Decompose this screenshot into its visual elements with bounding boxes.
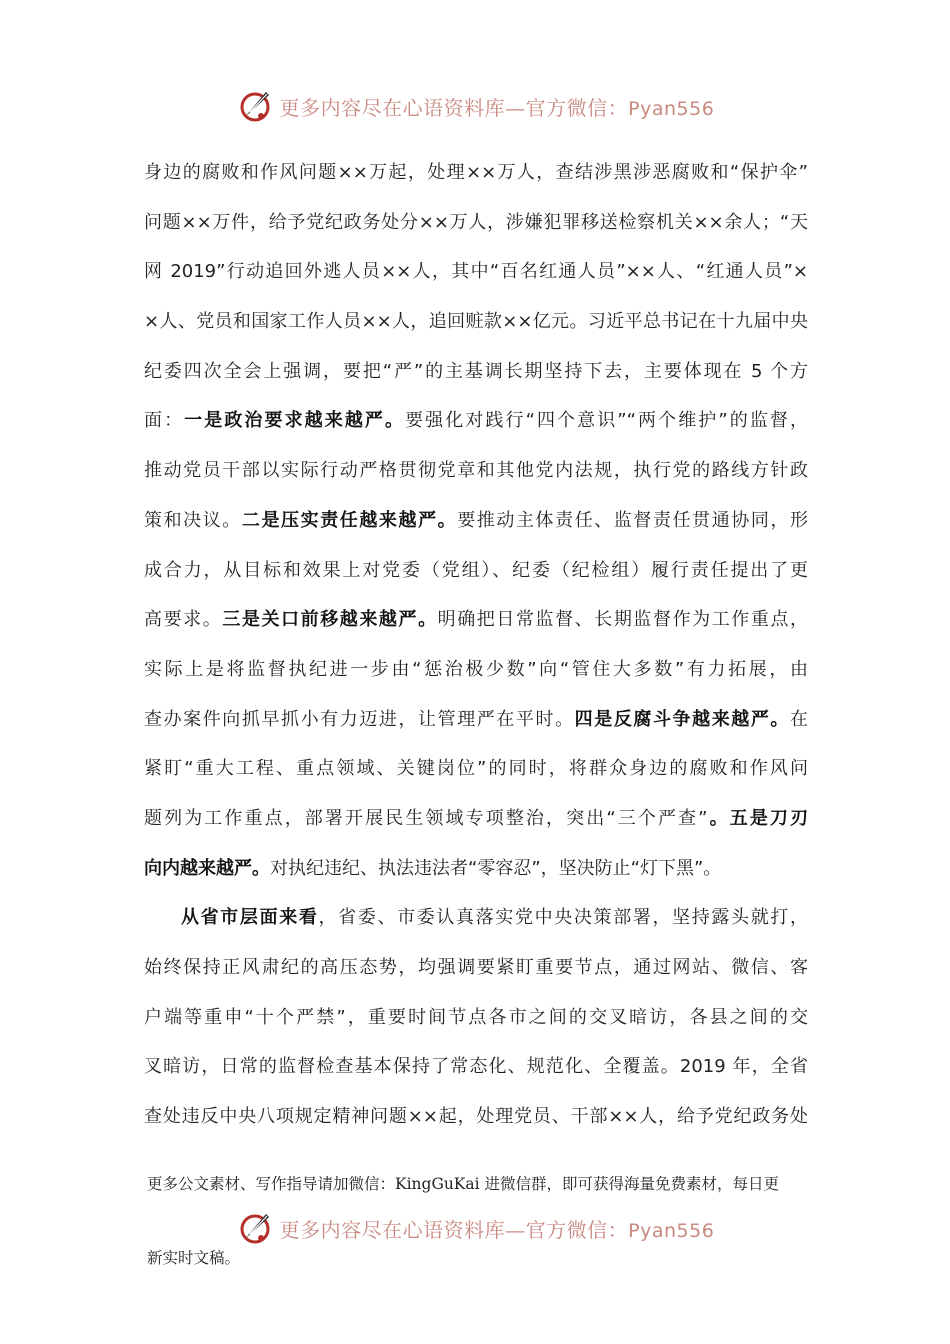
text-segment: 在 (790, 708, 809, 730)
text-line (144, 794, 808, 844)
text-segment: 要推动主体责任、监督责任贯通协同，形 (457, 509, 809, 531)
text-line (144, 943, 808, 993)
bold-text: 向内越来越严。 (144, 857, 270, 879)
watermark-banner-top (0, 84, 950, 128)
text-line (144, 396, 808, 446)
text-line (144, 1042, 808, 1092)
text-segment: 纪委四次全会上强调，要把“严”的主基调长期坚持下去，主要体现在 5 个方 (144, 360, 808, 382)
text-line (144, 148, 808, 198)
text-line (144, 496, 808, 546)
text-segment: 推动党员干部以实际行动严格贯彻党章和其他党内法规，执行党的路线方针政 (144, 460, 808, 482)
quill-logo-icon (236, 86, 276, 126)
text-segment: ×人、党员和国家工作人员××人，追回赃款××亿元。习近平总书记在十九届中央 (144, 311, 808, 333)
bold-text: 。五是刀刃 (707, 807, 809, 829)
text-segment: 叉暗访，日常的监督检查基本保持了常态化、规范化、全覆盖。2019 年，全省 (144, 1056, 808, 1078)
text-segment: 成合力，从目标和效果上对党委（党组）、纪委（纪检组）履行责任提出了更 (144, 559, 808, 581)
text-line (144, 1092, 808, 1142)
document-body (144, 148, 808, 1142)
watermark-banner-bottom (0, 1206, 950, 1250)
bold-text: 四是反腐斗争越来越严。 (574, 708, 791, 730)
text-line (144, 695, 808, 745)
text-segment: 始终保持正风肃纪的高压态势，均强调要紧盯重要节点，通过网站、微信、客 (144, 957, 808, 978)
text-segment: 紧盯“重大工程、重点领域、关键岗位”的同时，将群众身边的腐败和作风问 (144, 758, 808, 780)
text-segment: 策和决议。 (144, 509, 242, 531)
text-segment: 要强化对践行“四个意识”“两个维护”的监督， (405, 410, 809, 432)
watermark-text: 更多内容尽在心语资料库—官方微信：Pyan556 (279, 95, 715, 120)
footer-line-2: 新实时文稿。 (147, 1249, 241, 1267)
text-segment: 面： (144, 410, 185, 432)
text-line (144, 844, 808, 894)
text-line (144, 347, 808, 397)
bold-text: 二是压实责任越来越严。 (241, 509, 458, 531)
text-segment: 户端等重申“十个严禁”，重要时间节点各市之间的交叉暗访，各县之间的交 (144, 1006, 808, 1028)
watermark-text: 更多内容尽在心语资料库—官方微信：Pyan556 (279, 1217, 715, 1242)
text-segment: 查处违反中央八项规定精神问题××起，处理党员、干部××人，给予党纪政务处 (144, 1106, 808, 1128)
text-segment: ，省委、市委认真落实党中央决策部署，坚持露头就打， (318, 907, 808, 929)
text-line (144, 247, 808, 297)
text-line (144, 744, 808, 794)
text-line (144, 546, 808, 596)
text-line (144, 993, 808, 1043)
text-segment: 题列为工作重点，部署开展民生领域专项整治，突出“三个严查” (144, 807, 708, 829)
quill-logo-icon (236, 1208, 276, 1248)
text-segment: 网 2019”行动追回外逃人员××人，其中“百名红通人员”××人、“红通人员”× (144, 261, 808, 283)
bold-text: 从省市层面来看 (181, 907, 319, 929)
bold-text: 一是政治要求越来越严。 (184, 410, 406, 432)
text-segment: 问题××万件，给予党纪政务处分××万人，涉嫌犯罪移送检察机关××余人；“天 (144, 211, 808, 233)
text-segment: 对执纪违纪、执法违法者“零容忍”，坚决防止“灯下黑”。 (270, 857, 722, 879)
text-line (144, 893, 808, 943)
text-line (144, 595, 808, 645)
text-line (144, 645, 808, 695)
text-segment: 明确把日常监督、长期监督作为工作重点， (437, 609, 809, 631)
text-line (144, 297, 808, 347)
text-segment: 身边的腐败和作风问题××万起，处理××万人，查结涉黑涉恶腐败和“保护伞” (144, 162, 808, 183)
text-segment: 查办案件向抓早抓小有力迈进，让管理严在平时。 (144, 708, 575, 730)
text-line (144, 446, 808, 496)
footer-line-1: 更多公文素材、写作指导请加微信：KingGuKai 进微信群，即可获得海量免费素材，每日更 (147, 1175, 780, 1193)
text-segment: 高要求。 (144, 609, 223, 631)
text-line (144, 198, 808, 248)
text-segment: 实际上是将监督执纪进一步由“惩治极少数”向“管住大多数”有力拓展，由 (144, 658, 808, 680)
bold-text: 三是关口前移越来越严。 (222, 609, 438, 631)
